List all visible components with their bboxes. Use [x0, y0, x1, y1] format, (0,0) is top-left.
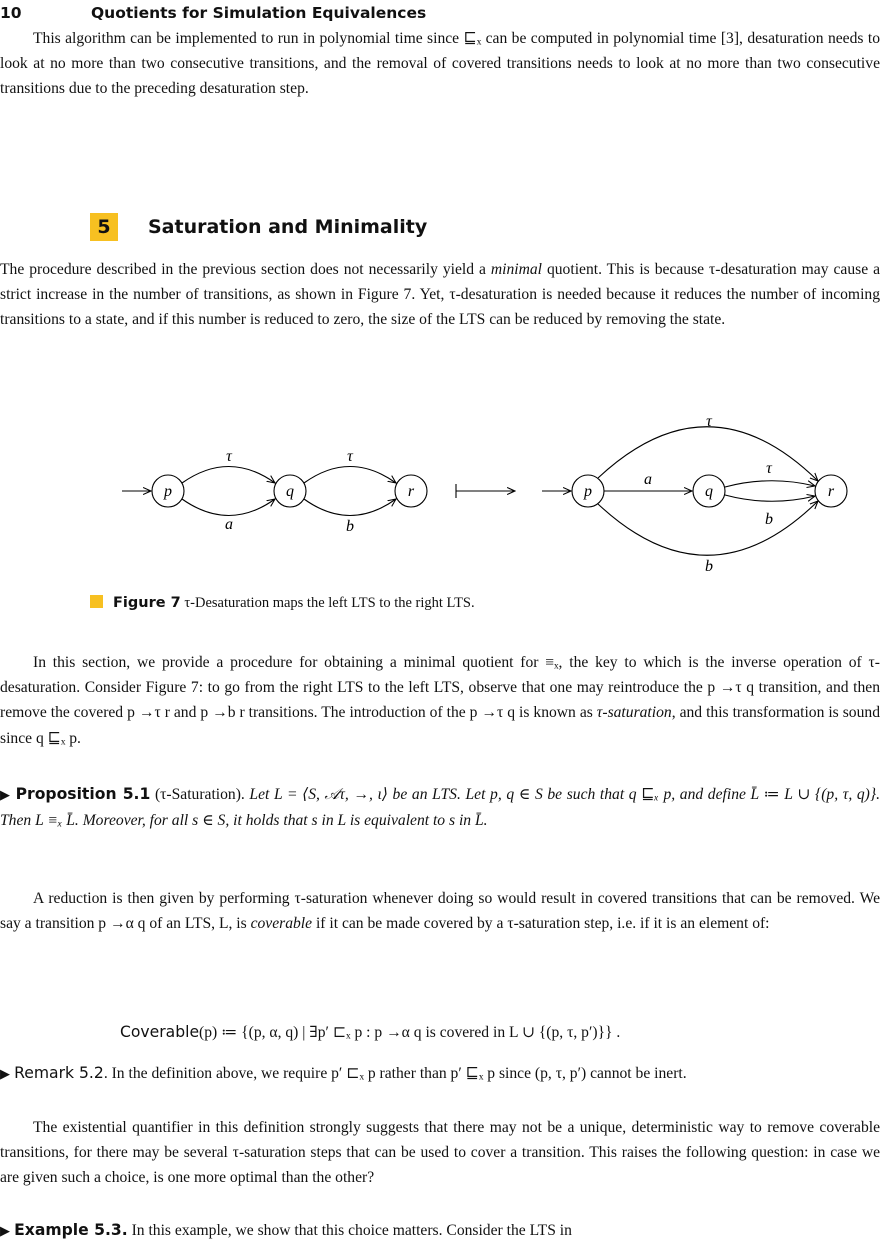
right-edge-q-r-tau — [725, 481, 815, 487]
left-p-label: p — [164, 483, 172, 500]
proposition-label: Proposition 5.1 — [15, 785, 151, 803]
left-q-label: q — [286, 483, 294, 500]
para3-emph-saturation: τ-saturation — [596, 704, 672, 722]
para4-text-a: A reduction is then given by performing τ-saturation whenever doing so would result in covered transitions that can be removed. We say a transition p →α q of an LTS, L, is — [0, 890, 880, 933]
left-edge-q-r-tau — [304, 467, 396, 484]
formula-rest: (p) ≔ {(p, α, q) | ∃p′ ⊏ₓ p : p →α q is covered in L ∪ {(p, τ, p′)}} . — [199, 1024, 621, 1041]
paragraph-desaturation-issue — [0, 257, 880, 333]
para2-text-b: quotient. This is because τ-desaturation may cause a strict increase in the number of transitions, as shown in Figure 7. Yet, τ-desaturation is needed because it reduces the number of incoming transitions to a state, and if this number is reduced to zero, the size of the LTS can be reduced by removing the state. — [0, 261, 880, 329]
running-title: Quotients for Simulation Equivalences — [91, 4, 427, 22]
left-tau-label-1: τ — [226, 448, 232, 465]
para4-text-b: if it can be made covered by a τ-saturation step, i.e. if it is an element of: — [312, 915, 770, 933]
right-q-label: q — [705, 483, 713, 500]
proposition-text: Let L = ⟨S, 𝒜τ, →, ι⟩ be an LTS. Let p, q ∈ S be such that q ⊑ₓ p, and define L̄ ≔ L ∪ {(p, τ, q)}. Then L ≡ₓ L̄. Moreover, for all s ∈ S, it holds that s in L is equivalent to s in L̄. — [0, 786, 880, 830]
para2-emph-minimal: minimal — [490, 261, 542, 278]
left-tau-label-2: τ — [347, 448, 353, 465]
paragraph-choice-question: The existential quantifier in this definition strongly suggests that there may not be a unique, deterministic way to remove coverable transitions, for there may be several τ-saturation steps that can be used to cover a transition. This raises the following question: in case we are given such a choice, is one more optimal than the other? — [0, 1119, 880, 1187]
left-b-label: b — [346, 518, 354, 535]
caption-marker — [90, 595, 103, 608]
left-edge-p-q-tau — [182, 467, 275, 484]
paragraph-coverable-definition — [0, 886, 880, 936]
left-edge-q-r-b — [304, 499, 396, 516]
right-edge-p-r-b — [598, 501, 818, 555]
coverable-formula — [120, 1023, 620, 1042]
figure-7-diagram — [0, 400, 891, 585]
remark-5-2: ▶ Remark 5.2. In the definition above, we require p′ ⊏ₓ p rather than p′ ⊑ₓ p since (p, τ, p′) cannot be inert. — [0, 1064, 687, 1082]
remark-text: . In the definition above, we require p′ ⊏ₓ p rather than p′ ⊑ₓ p since (p, τ, p′) cannot be inert. — [103, 1065, 687, 1082]
right-a-label: a — [644, 471, 652, 488]
section-title: Saturation and Minimality — [148, 216, 428, 238]
example-5-3: ▶ Example 5.3. In this example, we show that this choice matters. Consider the LTS in — [0, 1221, 572, 1239]
right-tau-mid-label: τ — [766, 460, 772, 477]
right-b-mid-label: b — [765, 511, 773, 528]
example-text: In this example, we show that this choice matters. Consider the LTS in — [127, 1222, 572, 1239]
section-number-box: 5 — [90, 213, 118, 241]
para3-text-a: In this section, we provide a procedure for obtaining a minimal quotient for ≡ₓ, the key to which is the inverse operation of τ-desaturation. Consider Figure 7: to go from the right LTS to the left LTS, observe that one may reintroduce the p →τ q transition, and then remove the covered p →τ r and p →b r transitions. The introduction of the p →τ q is known as — [0, 654, 880, 722]
right-edge-q-r-b — [725, 495, 815, 501]
right-p-label: p — [584, 483, 592, 500]
figure-7-caption — [90, 595, 475, 612]
formula-name: Coverable — [120, 1023, 200, 1041]
right-r-label: r — [827, 483, 835, 500]
left-r-label: r — [407, 483, 415, 500]
right-edge-p-r-tau — [598, 427, 818, 481]
caption-text: τ-Desaturation maps the left LTS to the right LTS. — [180, 595, 475, 611]
para2-text-a: The procedure described in the previous section does not necessarily yield a — [0, 261, 491, 278]
right-tau-top-label: τ — [706, 413, 712, 430]
para3-text-b: , and this transformation is sound since q ⊑ₓ p. — [0, 704, 880, 747]
proposition-name: (τ-Saturation). — [150, 786, 245, 803]
caption-label: Figure 7 — [113, 595, 181, 611]
page-number: 10 — [0, 4, 22, 22]
right-b-bottom-label: b — [705, 558, 713, 575]
para4-emph-coverable: coverable — [250, 915, 313, 933]
paragraph-saturation-intro — [0, 650, 880, 751]
paragraph-algorithm-complexity: This algorithm can be implemented to run in polynomial time since ⊑ₓ can be computed in polynomial time [3], desaturation needs to look at no more than two consecutive transitions, and the removal of covered transitions needs to look at no more than two consecutive transitions due to the preceding desaturation step. — [0, 30, 880, 98]
remark-label: Remark 5.2 — [14, 1064, 104, 1082]
example-label: Example 5.3. — [14, 1221, 128, 1239]
proposition-5-1: ▶ Proposition 5.1 (τ-Saturation). Let L = ⟨S, 𝒜τ, →, ι⟩ be an LTS. Let p, q ∈ S be such that q ⊑ₓ p, and define L̄ ≔ L ∪ {(p, τ, q)}. Then L ≡ₓ L̄. Moreover, for all s ∈ S, it holds that s in L is equivalent to s in L̄. — [0, 785, 880, 830]
left-edge-p-q-a — [182, 499, 275, 516]
left-a-label: a — [225, 516, 233, 533]
